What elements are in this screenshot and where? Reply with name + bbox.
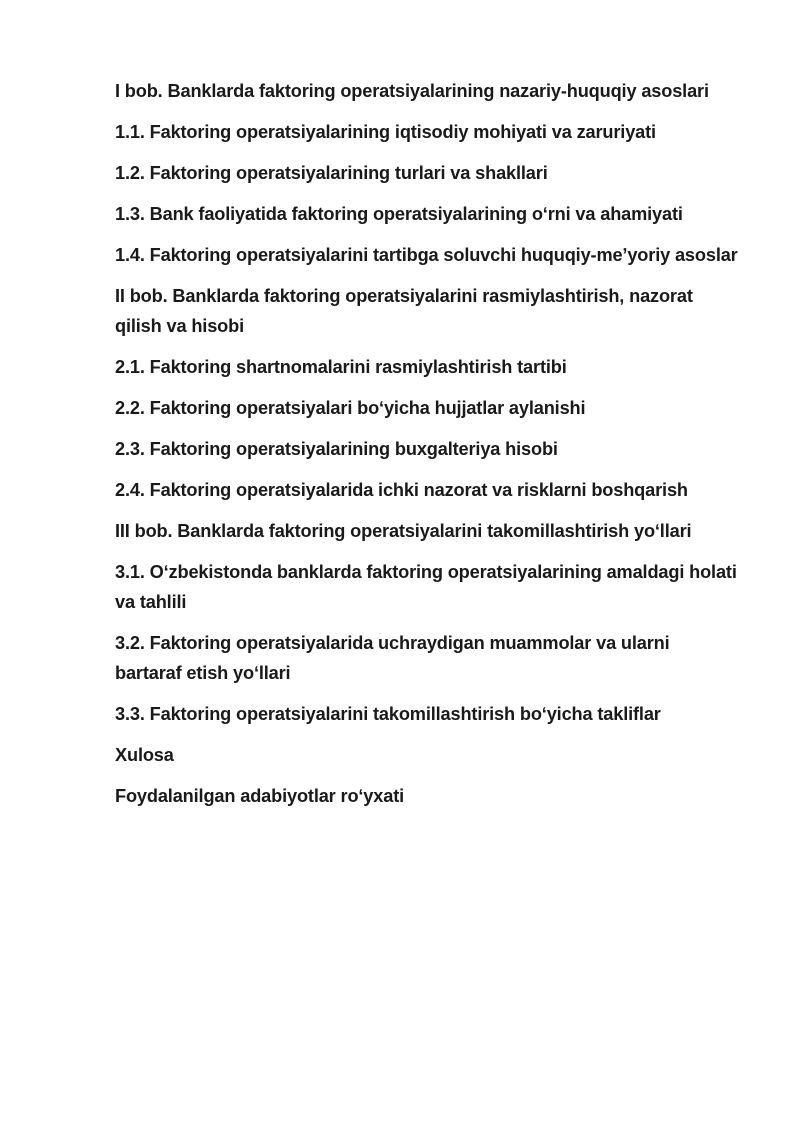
toc-section-2-4: 2.4. Faktoring operatsiyalarida ichki nazorat va risklarni boshqarish (115, 480, 688, 500)
toc-section-2-1: 2.1. Faktoring shartnomalarini rasmiylashtirish tartibi (115, 357, 567, 377)
toc-references: Foydalanilgan adabiyotlar roʻyxati (115, 786, 405, 806)
toc-section-3-2: 3.2. Faktoring operatsiyalarida uchraydigan muammolar va ularni bartaraf etish yoʻllari (115, 633, 670, 683)
toc-section-1-4: 1.4. Faktoring operatsiyalarini tartibga soluvchi huquqiy-meʼyoriy asoslar (115, 245, 738, 265)
toc-chapter-1: I bob. Banklarda faktoring operatsiyalarining nazariy-huquqiy asoslari (115, 81, 709, 101)
toc-chapter-3: III bob. Banklarda faktoring operatsiyalarini takomillashtirish yoʻllari (115, 521, 692, 541)
toc-section-1-1: 1.1. Faktoring operatsiyalarining iqtisodiy mohiyati va zaruriyati (115, 122, 656, 142)
toc-section-3-1: 3.1. Oʻzbekistonda banklarda faktoring operatsiyalarining amaldagi holati va tahlili (115, 562, 737, 612)
toc-section-1-2: 1.2. Faktoring operatsiyalarining turlari va shakllari (115, 163, 548, 183)
toc-section-1-3: 1.3. Bank faoliyatida faktoring operatsiyalarining oʻrni va ahamiyati (115, 204, 683, 224)
toc-conclusion: Xulosa (115, 745, 174, 765)
toc-section-2-3: 2.3. Faktoring operatsiyalarining buxgalteriya hisobi (115, 439, 558, 459)
toc-chapter-2: II bob. Banklarda faktoring operatsiyalarini rasmiylashtirish, nazorat qilish va hisobi (115, 286, 693, 336)
table-of-contents (115, 76, 740, 822)
toc-section-3-3: 3.3. Faktoring operatsiyalarini takomillashtirish boʻyicha takliflar (115, 704, 661, 724)
toc-section-2-2: 2.2. Faktoring operatsiyalari boʻyicha hujjatlar aylanishi (115, 398, 586, 418)
